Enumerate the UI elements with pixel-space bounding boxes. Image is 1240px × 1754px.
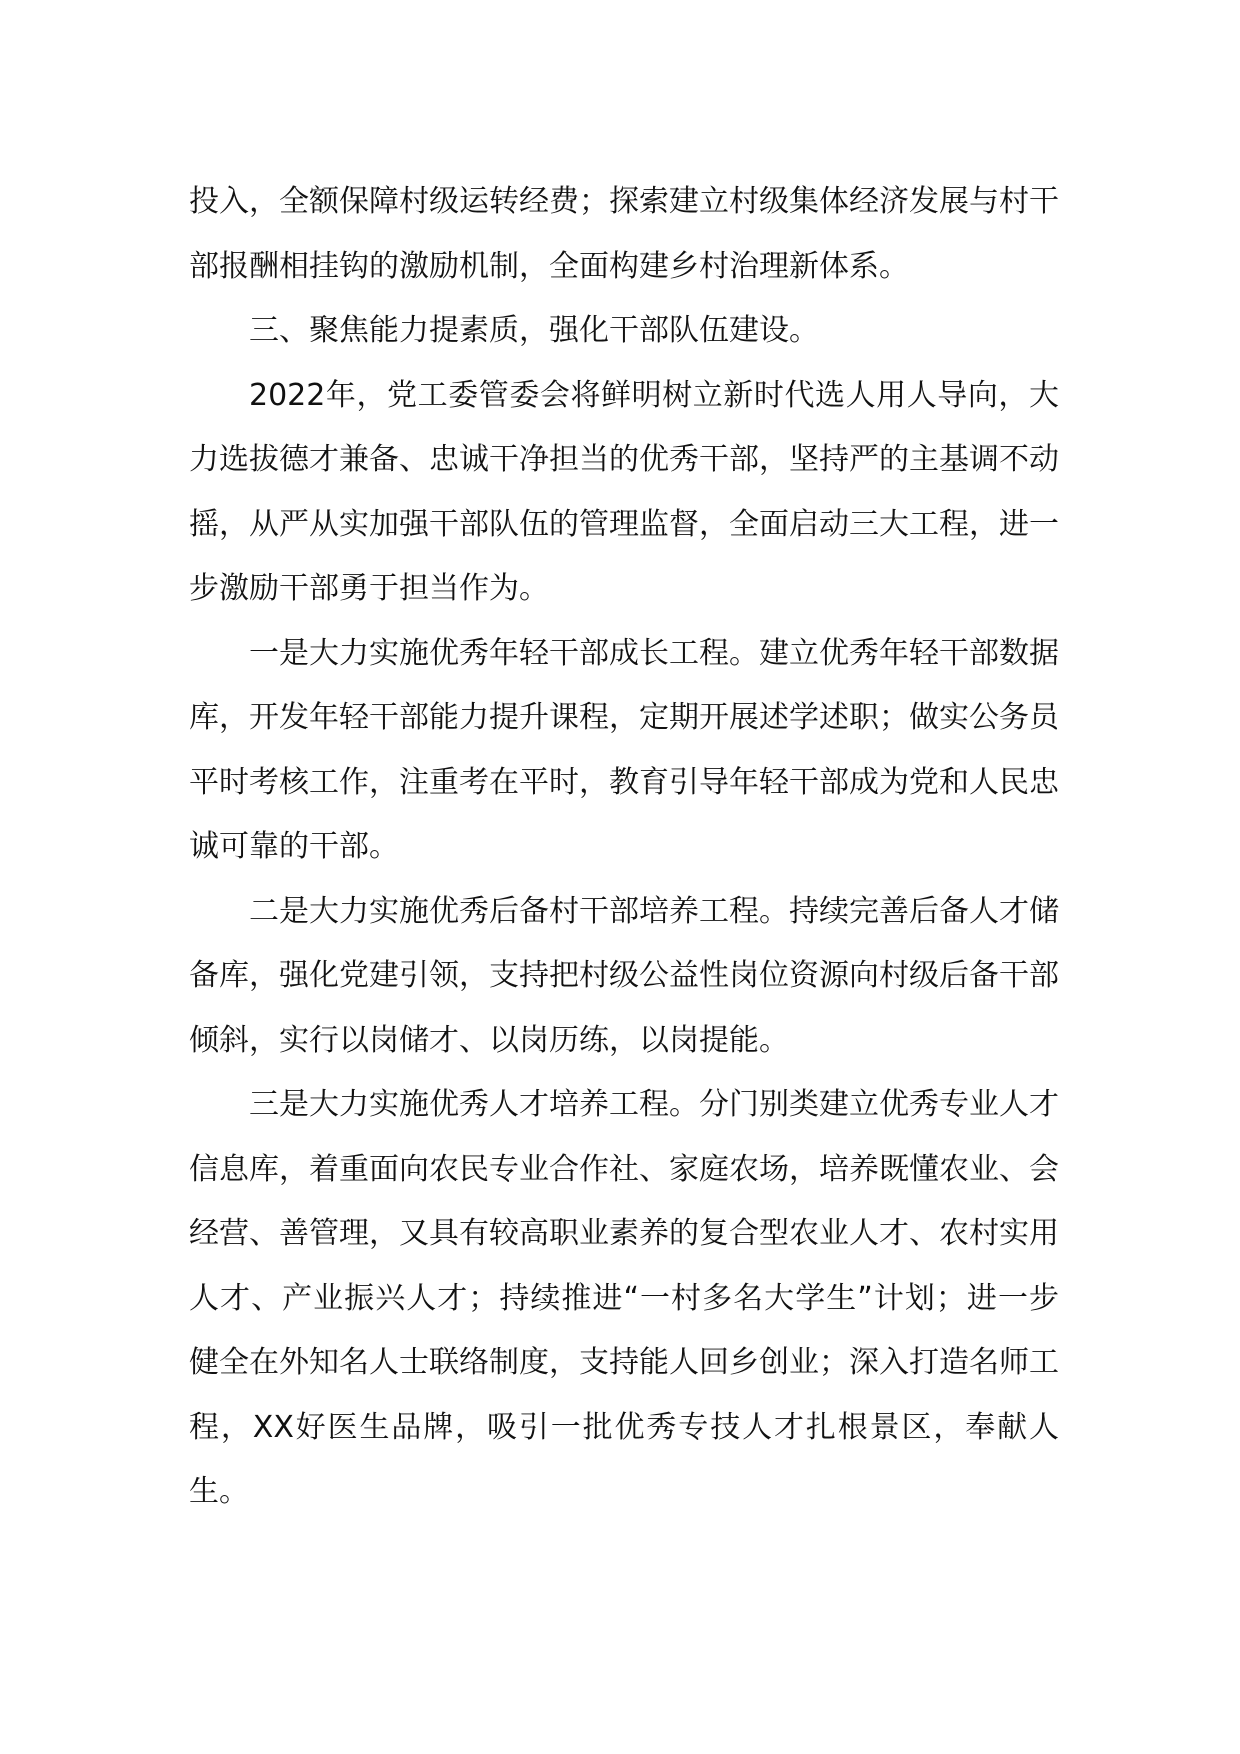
document-body (189, 170, 1059, 1525)
paragraph-2022-overview: 2022年，党工委管委会将鲜明树立新时代选人用人导向，大力选拔德才兼备、忠诚干净担当的优秀干部，坚持严的主基调不动摇，从严从实加强干部队伍的管理监督，全面启动三大工程，进一步激励干部勇于担当作为。 (189, 377, 1059, 606)
paragraph-reserve-village-cadres: 二是大力实施优秀后备村干部培养工程。持续完善后备人才储备库，强化党建引领，支持把村级公益性岗位资源向村级后备干部倾斜，实行以岗储才、以岗历练，以岗提能。 (189, 893, 1059, 1058)
paragraph-young-cadres: 一是大力实施优秀年轻干部成长工程。建立优秀年轻干部数据库，开发年轻干部能力提升课程，定期开展述学述职；做实公务员平时考核工作，注重考在平时，教育引导年轻干部成为党和人民忠诚可靠的干部。 (189, 635, 1059, 864)
section-heading-three: 三、聚焦能力提素质，强化干部队伍建设。 (249, 313, 819, 348)
paragraph-talent-cultivation: 三是大力实施优秀人才培养工程。分门别类建立优秀专业人才信息库，着重面向农民专业合作社、家庭农场，培养既懂农业、会经营、善管理，又具有较高职业素养的复合型农业人才、农村实用人才、产业振兴人才；持续推进“一村多名大学生”计划；进一步健全在外知名人士联络制度，支持能人回乡创业；深入打造名师工程，XX好医生品牌，吸引一批优秀专技人才扎根景区，奉献人生。 (189, 1087, 1059, 1509)
paragraph-continued: 投入，全额保障村级运转经费；探索建立村级集体经济发展与村干部报酬相挂钩的激励机制，全面构建乡村治理新体系。 (189, 184, 1059, 284)
